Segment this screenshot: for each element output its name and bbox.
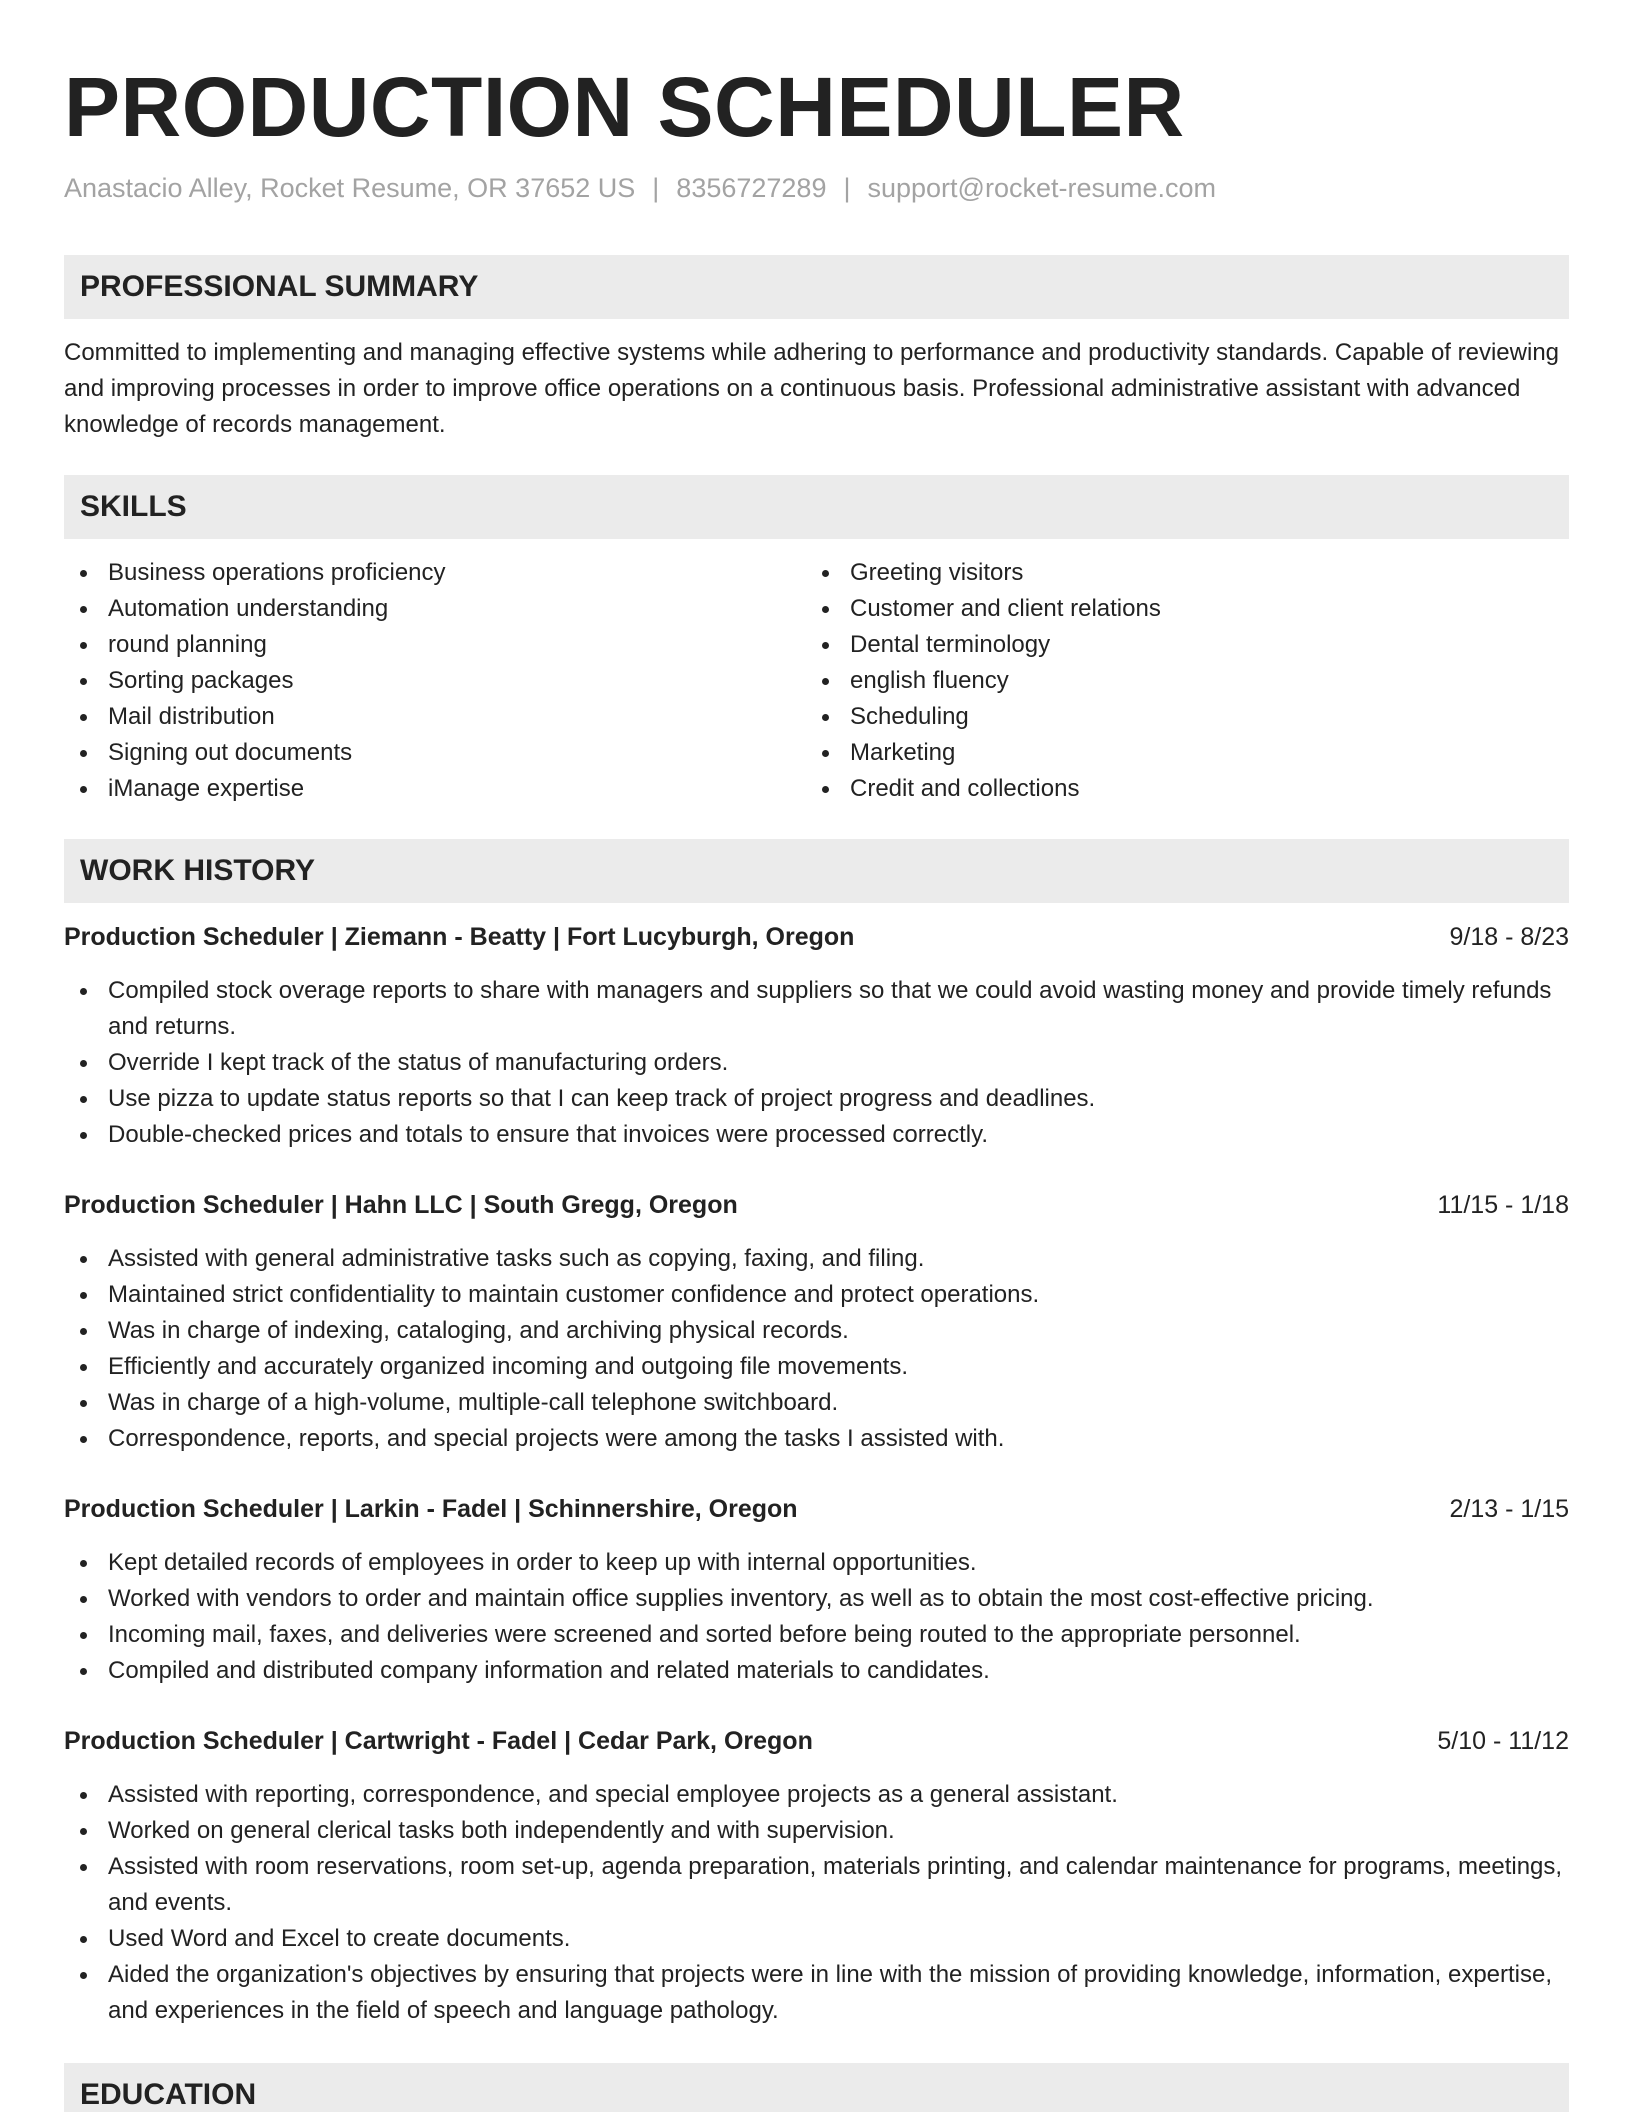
job-heading (64, 1723, 1569, 1759)
job-dates: 11/15 - 1/18 (1437, 1191, 1569, 1219)
skills-column-right (806, 555, 1548, 807)
skills-list (64, 555, 1569, 807)
job-bullet: Compiled stock overage reports to share with managers and suppliers so that we could avoid wasting money and provide timely refunds and returns. (64, 973, 1569, 1045)
section-header-skills: SKILLS (64, 475, 1569, 539)
job-bullet: Assisted with reporting, correspondence, and special employee projects as a general assistant. (64, 1777, 1569, 1813)
contact-line (64, 170, 1569, 206)
job-entry (64, 1491, 1569, 1689)
contact-address: Anastacio Alley, Rocket Resume, OR 37652 US (64, 173, 636, 203)
skill-item: Credit and collections (806, 771, 1548, 807)
job-heading (64, 1491, 1569, 1527)
contact-email: support@rocket-resume.com (867, 173, 1217, 203)
job-heading (64, 919, 1569, 955)
job-title: Production Scheduler | Hahn LLC | South Gregg, Oregon (64, 1191, 738, 1219)
job-title: Production Scheduler | Larkin - Fadel | Schinnershire, Oregon (64, 1495, 798, 1523)
job-entry (64, 1723, 1569, 2029)
job-bullet: Was in charge of indexing, cataloging, and archiving physical records. (64, 1313, 1569, 1349)
job-bullet: Efficiently and accurately organized incoming and outgoing file movements. (64, 1349, 1569, 1385)
job-bullet: Aided the organization's objectives by ensuring that projects were in line with the mission of providing knowledge, information, expertise, and experiences in the field of speech and language pathology. (64, 1957, 1569, 2029)
contact-separator: | (843, 173, 851, 203)
job-bullets (64, 1545, 1569, 1689)
job-bullets (64, 973, 1569, 1153)
job-bullet: Use pizza to update status reports so that I can keep track of project progress and deadlines. (64, 1081, 1569, 1117)
section-header-work-history: WORK HISTORY (64, 839, 1569, 903)
job-title: Production Scheduler | Cartwright - Fadel | Cedar Park, Oregon (64, 1727, 813, 1755)
job-bullet: Override I kept track of the status of manufacturing orders. (64, 1045, 1569, 1081)
skill-item: Scheduling (806, 699, 1548, 735)
job-bullet: Correspondence, reports, and special projects were among the tasks I assisted with. (64, 1421, 1569, 1457)
skill-item: Dental terminology (806, 627, 1548, 663)
job-heading (64, 1187, 1569, 1223)
job-bullet: Double-checked prices and totals to ensure that invoices were processed correctly. (64, 1117, 1569, 1153)
skill-item: Greeting visitors (806, 555, 1548, 591)
job-bullet: Maintained strict confidentiality to maintain customer confidence and protect operations. (64, 1277, 1569, 1313)
skill-item: Marketing (806, 735, 1548, 771)
job-bullet: Kept detailed records of employees in order to keep up with internal opportunities. (64, 1545, 1569, 1581)
job-bullet: Worked on general clerical tasks both independently and with supervision. (64, 1813, 1569, 1849)
job-bullets (64, 1777, 1569, 2029)
job-bullet: Incoming mail, faxes, and deliveries were screened and sorted before being routed to the appropriate personnel. (64, 1617, 1569, 1653)
job-dates: 5/10 - 11/12 (1437, 1727, 1569, 1755)
job-entry (64, 919, 1569, 1153)
skill-item: Sorting packages (64, 663, 806, 699)
job-bullets (64, 1241, 1569, 1457)
contact-phone: 8356727289 (676, 173, 827, 203)
job-title: Production Scheduler | Ziemann - Beatty | Fort Lucyburgh, Oregon (64, 923, 855, 951)
contact-separator: | (652, 173, 660, 203)
skill-item: Signing out documents (64, 735, 806, 771)
section-header-education: EDUCATION (64, 2063, 1569, 2112)
section-header-summary: PROFESSIONAL SUMMARY (64, 255, 1569, 319)
skill-item: english fluency (806, 663, 1548, 699)
skill-item: Business operations proficiency (64, 555, 806, 591)
resume-name: PRODUCTION SCHEDULER (64, 60, 1185, 154)
job-dates: 2/13 - 1/15 (1449, 1495, 1569, 1523)
skills-column-left (64, 555, 806, 807)
job-entry (64, 1187, 1569, 1457)
job-bullet: Was in charge of a high-volume, multiple-call telephone switchboard. (64, 1385, 1569, 1421)
skill-item: round planning (64, 627, 806, 663)
job-bullet: Compiled and distributed company information and related materials to candidates. (64, 1653, 1569, 1689)
skill-item: iManage expertise (64, 771, 806, 807)
skill-item: Customer and client relations (806, 591, 1548, 627)
skill-item: Mail distribution (64, 699, 806, 735)
job-bullet: Used Word and Excel to create documents. (64, 1921, 1569, 1957)
job-dates: 9/18 - 8/23 (1449, 923, 1569, 951)
skill-item: Automation understanding (64, 591, 806, 627)
job-bullet: Worked with vendors to order and maintain office supplies inventory, as well as to obtain the most cost-effective pricing. (64, 1581, 1569, 1617)
job-bullet: Assisted with room reservations, room set-up, agenda preparation, materials printing, and calendar maintenance for programs, meetings, and events. (64, 1849, 1569, 1921)
summary-text: Committed to implementing and managing effective systems while adhering to performance and productivity standards. Capable of reviewing and improving processes in order to improve office operations on a continuous basis. Professional administrative assistant with advanced knowledge of records management. (64, 339, 1560, 438)
job-bullet: Assisted with general administrative tasks such as copying, faxing, and filing. (64, 1241, 1569, 1277)
